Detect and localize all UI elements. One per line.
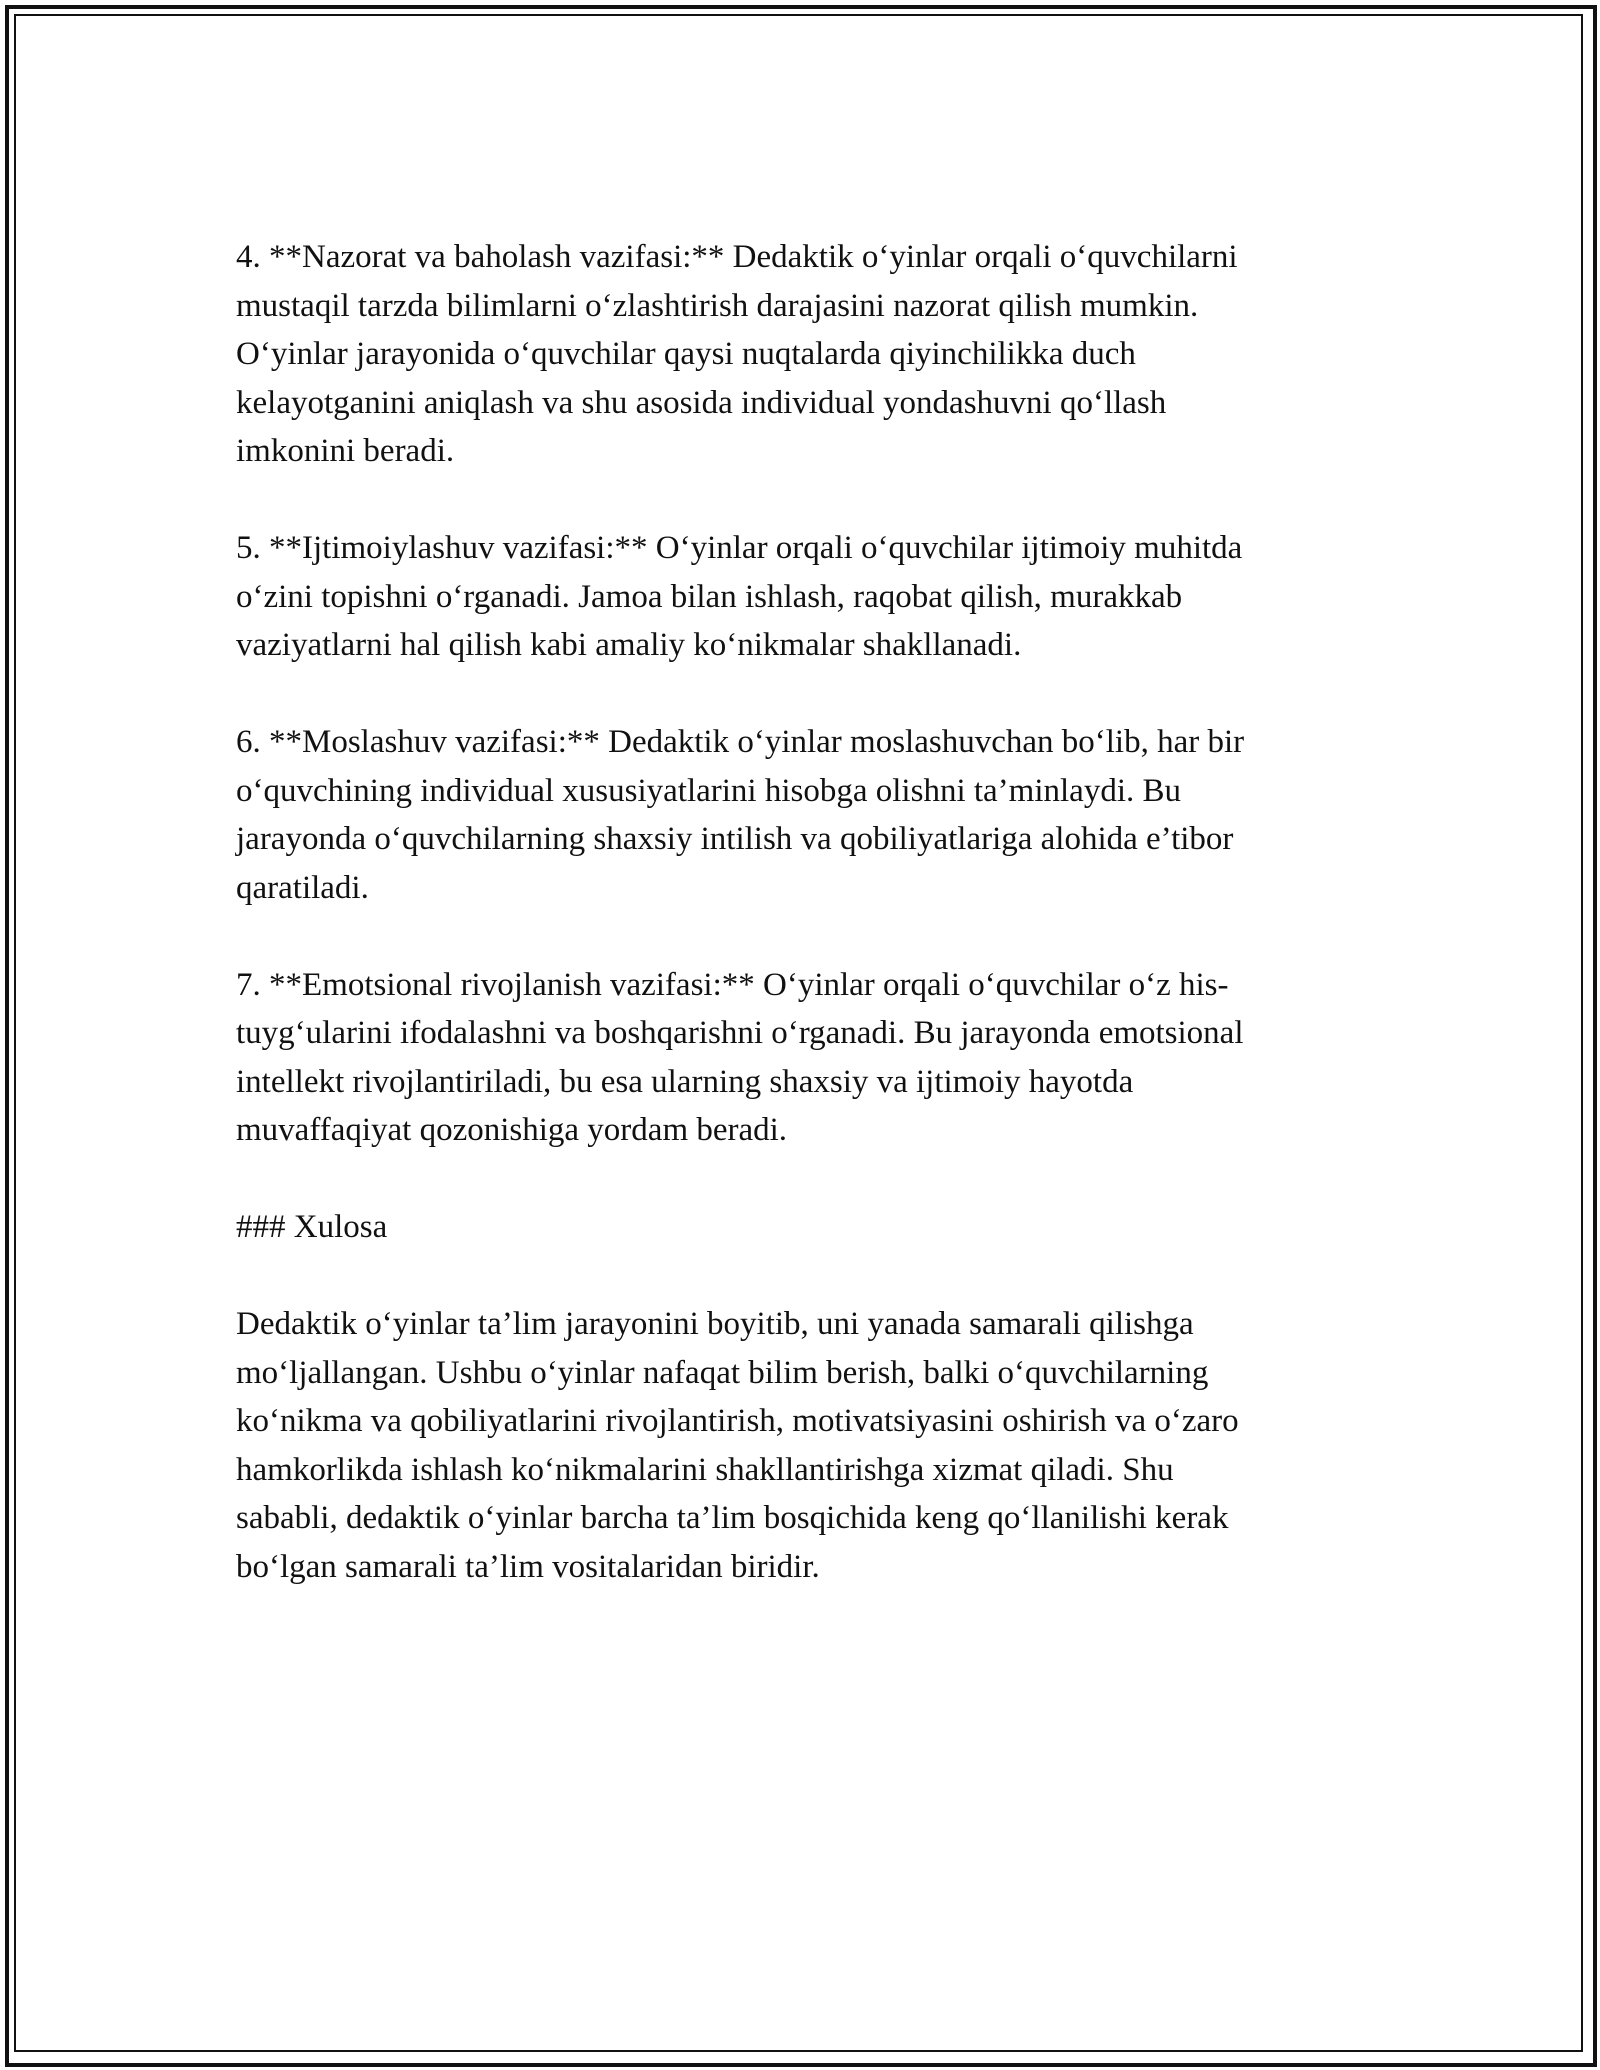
paragraph-spacer	[236, 670, 1376, 719]
paragraph-spacer	[236, 912, 1376, 961]
section-heading-xulosa: ### Xulosa	[236, 1209, 388, 1245]
paragraph-spacer	[236, 1252, 1376, 1301]
document-body	[236, 233, 1376, 1591]
paragraph-item-6: 6. **Moslashuv vazifasi:** Dedaktik o‘yinlar moslashuvchan bo‘lib, har bir o‘quvchining individual xususiyatlarini hisobga olishni ta’minlaydi. Bu jarayonda o‘quvchilarning shaxsiy intilish va qobiliyatlariga alohida e’tibor qaratiladi.	[236, 724, 1245, 906]
paragraph-item-5: 5. **Ijtimoiylashuv vazifasi:** O‘yinlar orqali o‘quvchilar ijtimoiy muhitda o‘zini topishni o‘rganadi. Jamoa bilan ishlash, raqobat qilish, murakkab vaziyatlarni hal qilish kabi amaliy ko‘nikmalar shakllanadi.	[236, 530, 1243, 663]
conclusion-paragraph: Dedaktik o‘yinlar ta’lim jarayonini boyitib, uni yanada samarali qilishga mo‘ljallangan. Ushbu o‘yinlar nafaqat bilim berish, balki o‘quvchilarning ko‘nikma va qobiliyatlarini rivojlantirish, motivatsiyasini oshirish va o‘zaro hamkorlikda ishlash ko‘nikmalarini shakllantirishga xizmat qiladi. Shu sababli, dedaktik o‘yinlar barcha ta’lim bosqichida keng qo‘llanilishi kerak bo‘lgan samarali ta’lim vositalaridan biridir.	[236, 1306, 1239, 1585]
paragraph-item-7: 7. **Emotsional rivojlanish vazifasi:** O‘yinlar orqali o‘quvchilar o‘z his- tuyg‘ularini ifodalashni va boshqarishni o‘rganadi. Bu jarayonda emotsional intellekt rivojlantiriladi, bu esa ularning shaxsiy va ijtimoiy hayotda muvaffaqiyat qozonishiga yordam beradi.	[236, 966, 1244, 1148]
paragraph-spacer	[236, 1155, 1376, 1204]
paragraph-item-4: 4. **Nazorat va baholash vazifasi:** Dedaktik o‘yinlar orqali o‘quvchilarni mustaqil tarzda bilimlarni o‘zlashtirish darajasini nazorat qilish mumkin. O‘yinlar jarayonida o‘quvchilar qaysi nuqtalarda qiyinchilikka duch kelayotganini aniqlash va shu asosida individual yondashuvni qo‘llash imkonini beradi.	[236, 239, 1238, 469]
paragraph-spacer	[236, 476, 1376, 525]
